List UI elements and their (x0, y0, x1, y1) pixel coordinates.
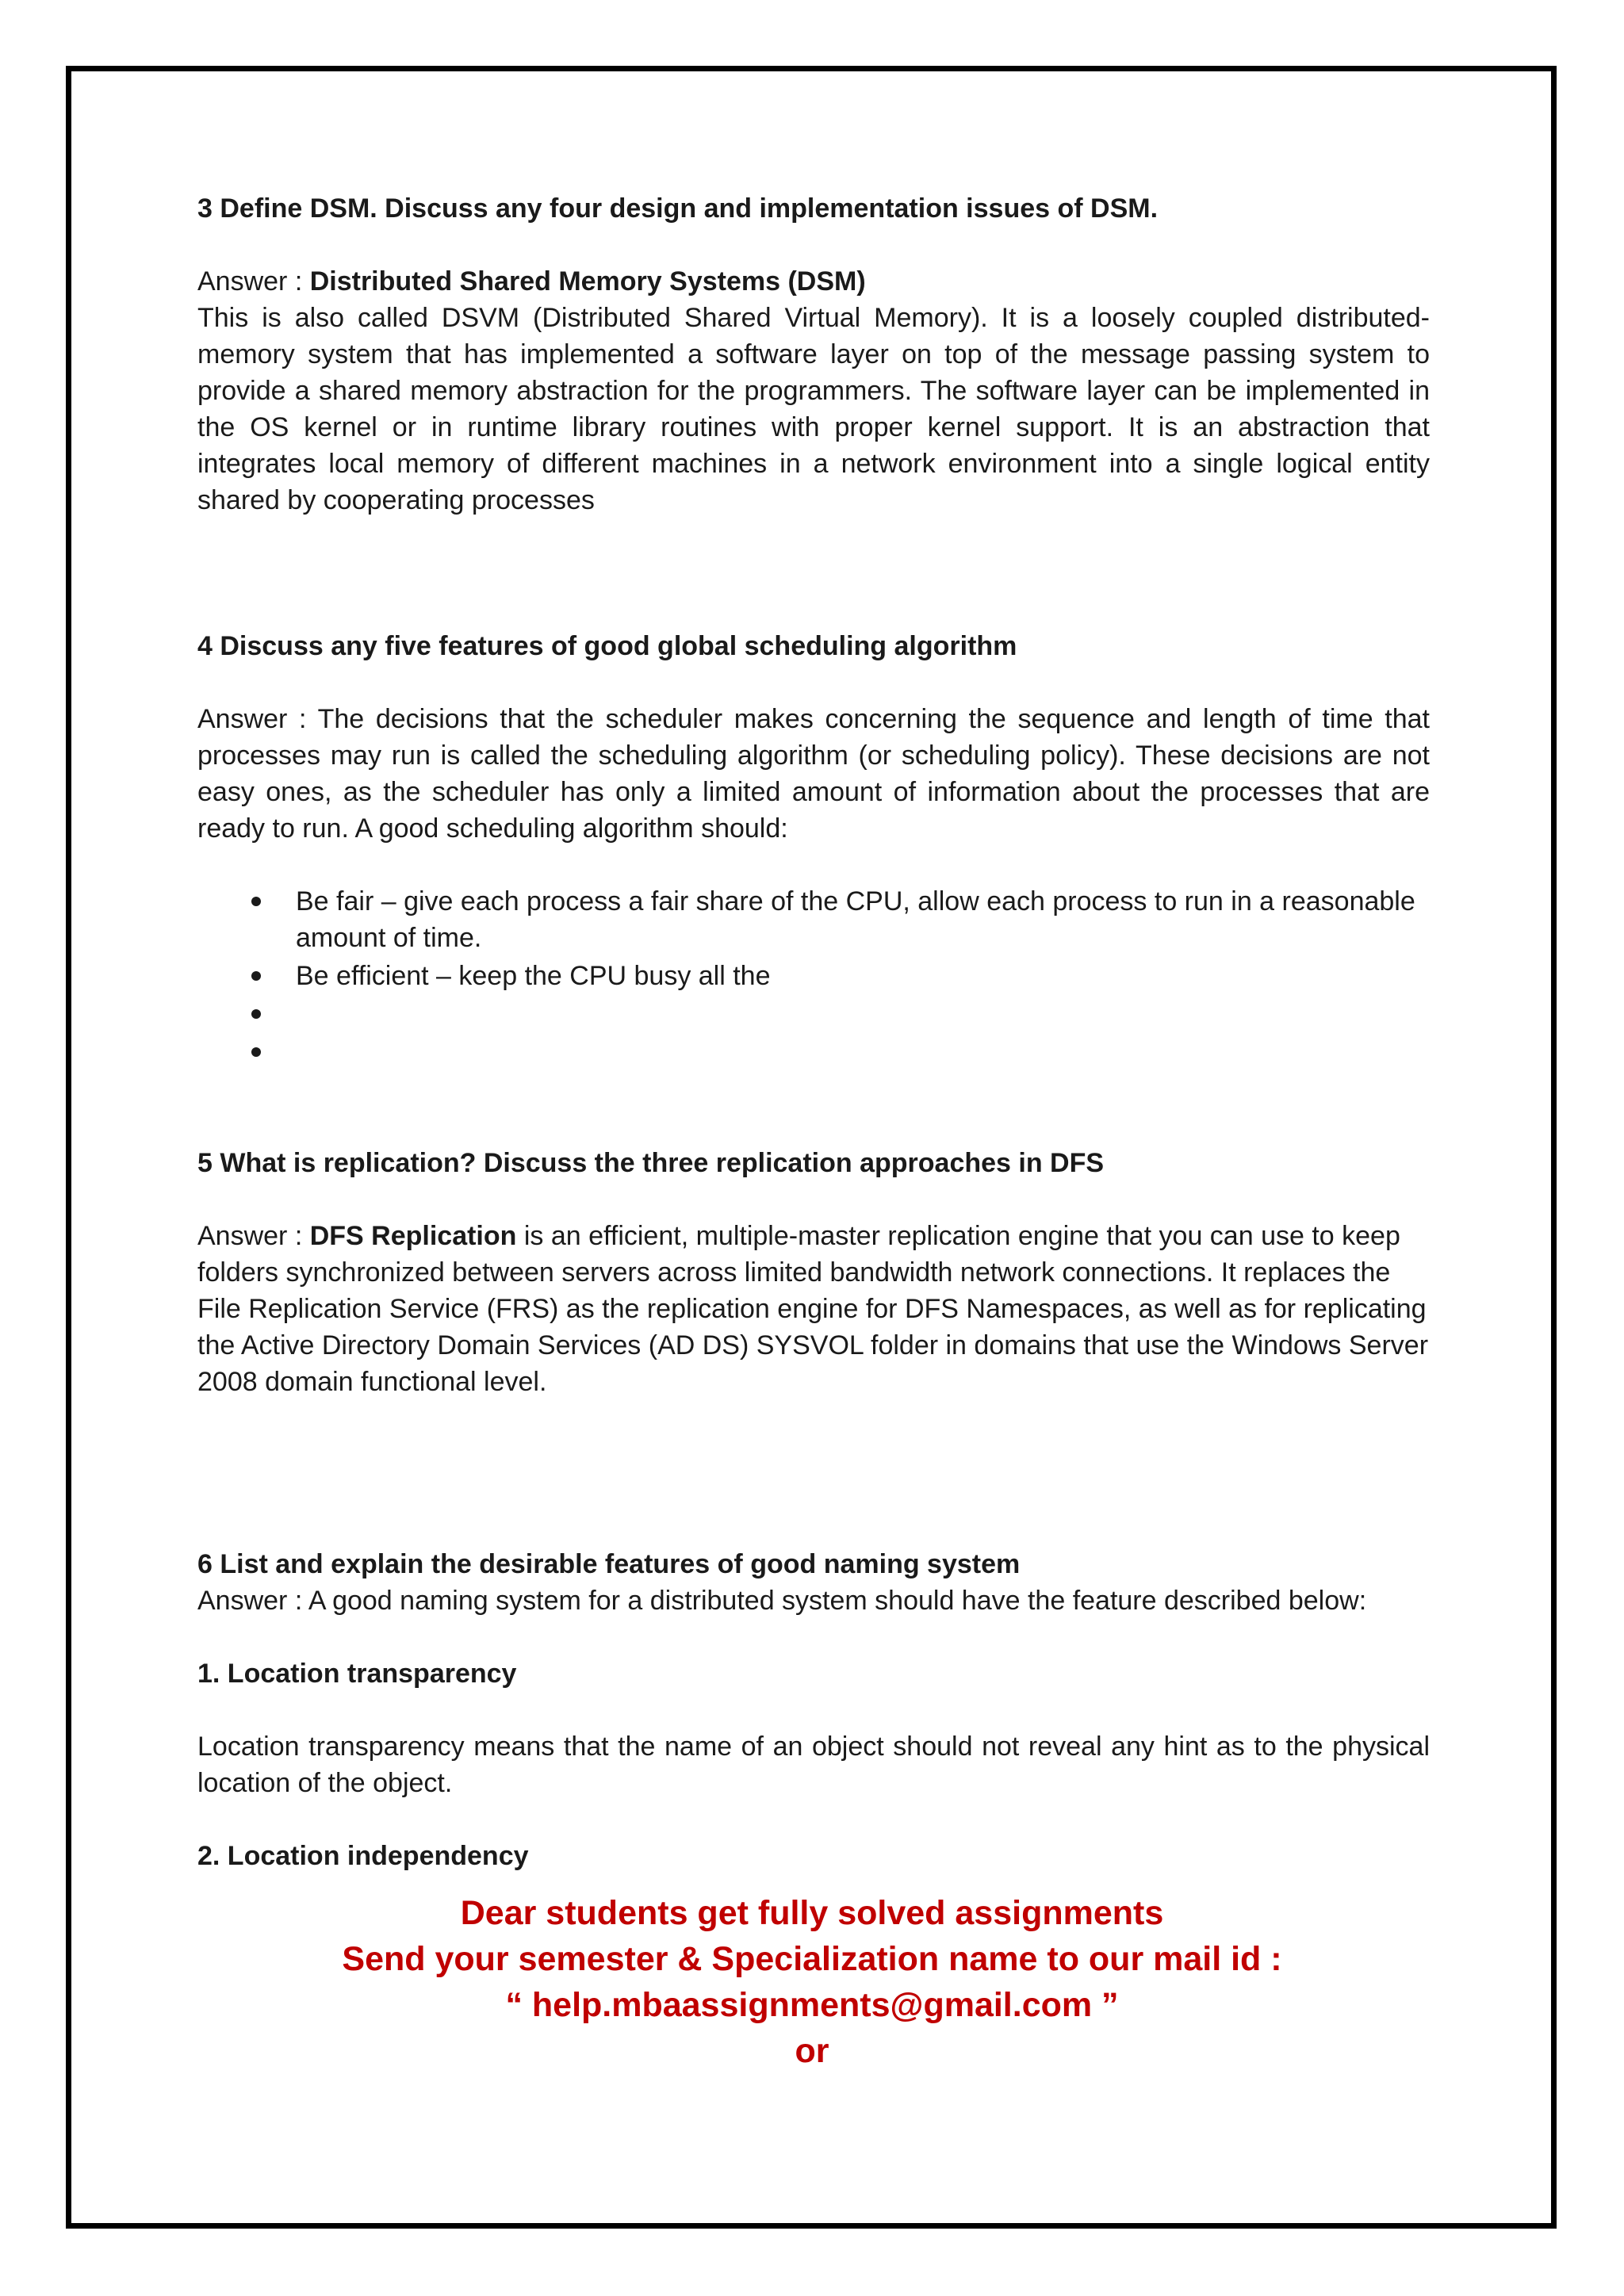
bullet-icon (251, 1047, 261, 1057)
feature-2-title: 2. Location independency (197, 1841, 529, 1871)
bullet-icon (251, 1009, 261, 1019)
question-6-answer: Answer : A good naming system for a distributed system should have the feature described below: (197, 1586, 1367, 1616)
promo-line-2: Send your semester & Specialization name to our mail id : (342, 1940, 1282, 1978)
list-item (197, 996, 1430, 1032)
question-3-answer (197, 263, 1430, 300)
question-4-bullet-list (197, 883, 1430, 1070)
promo-line-1: Dear students get fully solved assignments (460, 1894, 1164, 1932)
list-item (197, 1034, 1430, 1070)
list-item-text: Be fair – give each process a fair share of the CPU, allow each process to run in a reasonable amount of time. (296, 886, 1415, 953)
bullet-icon (251, 897, 261, 906)
feature-1-title: 1. Location transparency (197, 1659, 517, 1689)
question-4-heading: 4 Discuss any five features of good global scheduling algorithm (197, 631, 1017, 661)
question-5-answer (197, 1218, 1430, 1400)
promo-banner (0, 1890, 1624, 2074)
list-item (197, 883, 1430, 956)
promo-email: “ help.mbaassignments@gmail.com ” (505, 1986, 1119, 2024)
list-item (197, 958, 1430, 994)
answer-body: is an efficient, multiple-master replication engine that you can use to keep folders synchronized between servers across limited bandwidth network connections. It replaces the File Replication Service (FRS) as the replication engine for DFS Namespaces, as well as for replicating the Active Directory Domain Services (AD DS) SYSVOL folder in domains that use the Windows Server 2008 domain functional level. (197, 1221, 1429, 1397)
bullet-icon (251, 971, 261, 981)
feature-1-body: Location transparency means that the name of an object should not reveal any hint as to the physical location of the object. (197, 1732, 1430, 1798)
question-3-heading: 3 Define DSM. Discuss any four design and implementation issues of DSM. (197, 193, 1159, 224)
question-3-answer-body: This is also called DSVM (Distributed Shared Virtual Memory). It is a loosely coupled distributed-memory system that has implemented a software layer on top of the message passing system to provide a shared memory abstraction for the programmers. The software layer can be implemented in the OS kernel or in runtime library routines with proper kernel support. It is an abstraction that integrates local memory of different machines in a network environment into a single logical entity shared by cooperating processes (197, 303, 1430, 515)
question-4-answer: Answer : The decisions that the scheduler makes concerning the sequence and length of time that processes may run is called the scheduling algorithm (or scheduling policy). These decisions are not easy ones, as the scheduler has only a limited amount of information about the processes that are ready to run. A good scheduling algorithm should: (197, 704, 1430, 844)
list-item-text: Be efficient – keep the CPU busy all the (296, 961, 771, 991)
answer-term: DFS Replication (309, 1221, 517, 1251)
question-6-heading: 6 List and explain the desirable features of good naming system (197, 1549, 1021, 1579)
document-body (197, 190, 1430, 1874)
answer-label: Answer : (197, 266, 310, 297)
answer-title: Distributed Shared Memory Systems (DSM) (309, 266, 866, 297)
question-5-heading: 5 What is replication? Discuss the three replication approaches in DFS (197, 1148, 1105, 1178)
answer-label: Answer : (197, 1221, 310, 1251)
promo-line-or: or (795, 2032, 829, 2070)
